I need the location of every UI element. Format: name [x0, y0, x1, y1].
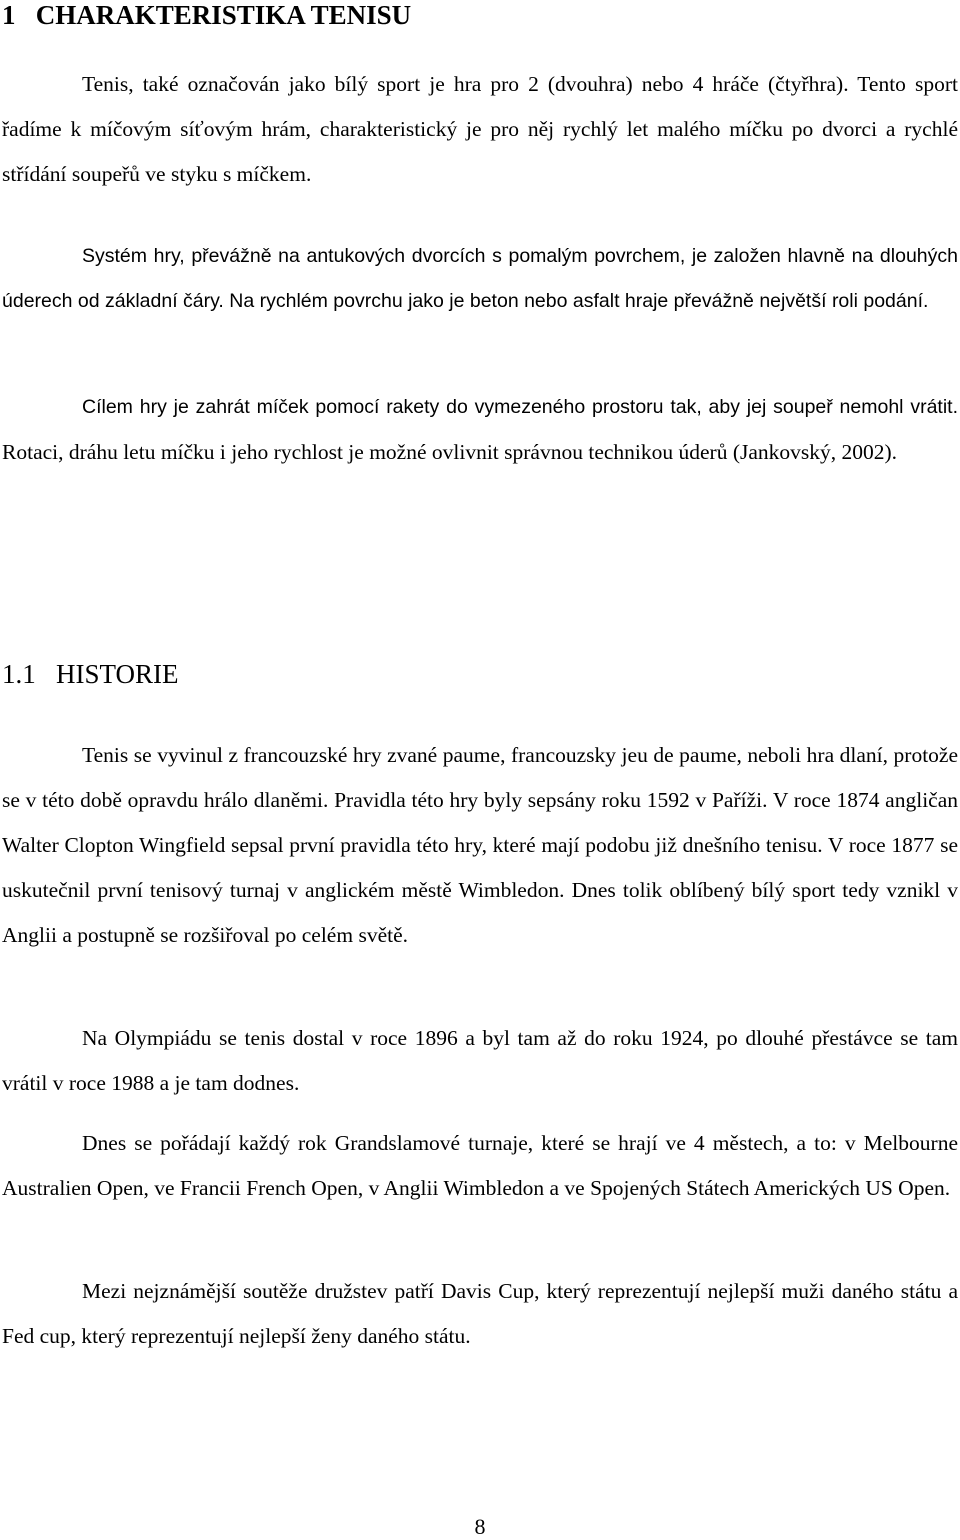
section-number: 1.1 [2, 659, 36, 689]
intro-paragraph-3-sentence-1: Cílem hry je zahrát míček pomocí rakety do vymezeného prostoru tak, aby jej soupeř nemohl vrátit. [82, 396, 958, 418]
intro-paragraph-3 [2, 384, 958, 475]
intro-paragraph-3-sentence-2: Rotaci, dráhu letu míčku i jeho rychlost je možné ovlivnit správnou technikou úderů (Jankovský, 2002). [2, 440, 898, 464]
chapter-number: 1 [2, 0, 16, 30]
history-paragraph-2: Na Olympiádu se tenis dostal v roce 1896 a byl tam až do roku 1924, po dlouhé přestávce se tam vrátil v roce 1988 a je tam dodnes. [2, 1026, 958, 1095]
history-paragraph-1: Tenis se vyvinul z francouzské hry zvané paume, francouzsky jeu de paume, neboli hra dlaní, protože se v této době opravdu hrálo dlaněmi. Pravidla této hry byly sepsány roku 1592 v Paříži. V roce 1874 angličan Walter Clopton Wingfield sepsal první pravidla této hry, které mají podobu již dnešního tenisu. V roce 1877 se uskutečnil první tenisový turnaj v anglickém městě Wimbledon. Dnes tolik oblíbený bílý sport tedy vznikl v Anglii a postupně se rozšiřoval po celém světě. [2, 743, 958, 947]
page-number: 8 [474, 1514, 486, 1539]
intro-paragraph-2: Systém hry, převážně na antukových dvorcích s pomalým povrchem, je založen hlavně na dlouhých úderech od základní čáry. Na rychlém povrchu jako je beton nebo asfalt hraje převážně největší roli podání. [2, 245, 958, 312]
chapter-heading [2, 0, 411, 30]
intro-paragraph-1: Tenis, také označován jako bílý sport je hra pro 2 (dvouhra) nebo 4 hráče (čtyřhra). Tento sport řadíme k míčovým síťovým hrám, charakteristický je pro něj rychlý let malého míčku po dvorci a rychlé střídání soupeřů ve styku s míčkem. [2, 72, 958, 186]
chapter-title: CHARAKTERISTIKA TENISU [35, 0, 412, 30]
section-title: HISTORIE [56, 659, 179, 689]
section-heading [2, 657, 179, 691]
history-paragraph-4: Mezi nejznámější soutěže družstev patří Davis Cup, který reprezentují nejlepší muži daného státu a Fed cup, který reprezentují nejlepší ženy daného státu. [2, 1279, 958, 1348]
history-paragraph-3: Dnes se pořádají každý rok Grandslamové turnaje, které se hrají ve 4 městech, a to: v Melbourne Australien Open, ve Francii French Open, v Anglii Wimbledon a ve Spojených Státech Amerických US Open. [2, 1131, 958, 1200]
